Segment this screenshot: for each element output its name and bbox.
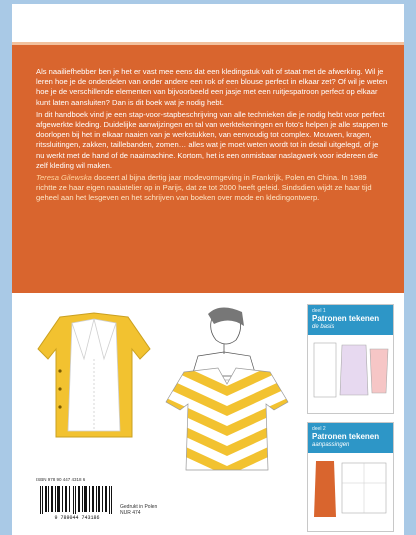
book-title-bar-2	[308, 423, 393, 453]
nur-code: NUR 474	[120, 510, 141, 516]
book-cover-1	[307, 304, 394, 414]
author-bio-text: doceert al bijna dertig jaar modevormgeving in Frankrijk, Polen en China. In 1989 richtte ze haar eigen naaiatelier op in Parijs, dat ze tot 2000 heeft geleid. Sindsdien wijdt ze haar tijd geheel aan het lesgeven en het schrijven van boeken over mode en kledingontwerp.	[36, 173, 372, 203]
book-subtitle-1: de basis	[312, 324, 335, 330]
book-cover-2	[307, 422, 394, 532]
print-location: Gedrukt in Polen	[120, 504, 158, 510]
book-subtitle-2: aanpassingen	[312, 442, 350, 448]
barcode	[36, 484, 118, 522]
author-name: Teresa Gilewska	[36, 173, 92, 183]
blurb-text	[36, 67, 388, 206]
book-volume-1: deel 1	[312, 308, 326, 314]
barcode-digits: 9 789044 743186	[54, 515, 100, 521]
book-title-bar-1	[308, 305, 393, 335]
book-cover-art-2	[308, 453, 393, 532]
book-volume-2: deel 2	[312, 426, 326, 432]
chevron-blouse-illustration	[162, 366, 292, 476]
blurb-panel	[12, 42, 404, 293]
blurb-paragraph-2: In dit handboek vind je een stap-voor-stapbeschrijving van alle technieken die je nodig hebt voor perfect afgewerkte kleding. Duidelijke aanwijzingen en tal van werktekeningen en foto's helpen je alle stappen te doorlopen bij het in elkaar naaien van je werkstukken, van eenvoudig tot complex. Mouwen, kragen, ritssluitingen, zakken, taillebanden, zomen… alles wat je moet weten wordt tot in detail uitgelegd, of je nu werkt met de hand of de naaimachine. Kortom, het is een onmisbaar naslagwerk voor iedereen die zelf kleding wil maken.	[36, 109, 388, 170]
book-title-2: Patronen tekenen	[312, 432, 380, 441]
author-bio	[36, 173, 388, 204]
book-title-1: Patronen tekenen	[312, 314, 380, 323]
isbn-label: ISBN 978 90 447 4318 6	[36, 477, 86, 482]
book-cover-art-1	[308, 335, 393, 414]
related-books	[307, 304, 392, 535]
jacket-illustration	[32, 309, 157, 444]
blurb-paragraph-1: Als naailiefhebber ben je het er vast mee eens dat een kledingstuk valt of staat met de afwerking. Wil je leren hoe je de onderdelen van onder andere een rok of een blouse perfect in elkaar zet? Of wil je weten hoe je de verschillende elementen van bijvoorbeeld een jasje met een ruitjespatroon perfect op elkaar kunt laten aansluiten? Dan is dit boek wat je nodig hebt.	[36, 67, 388, 107]
back-cover	[12, 4, 404, 535]
print-info	[120, 504, 157, 516]
